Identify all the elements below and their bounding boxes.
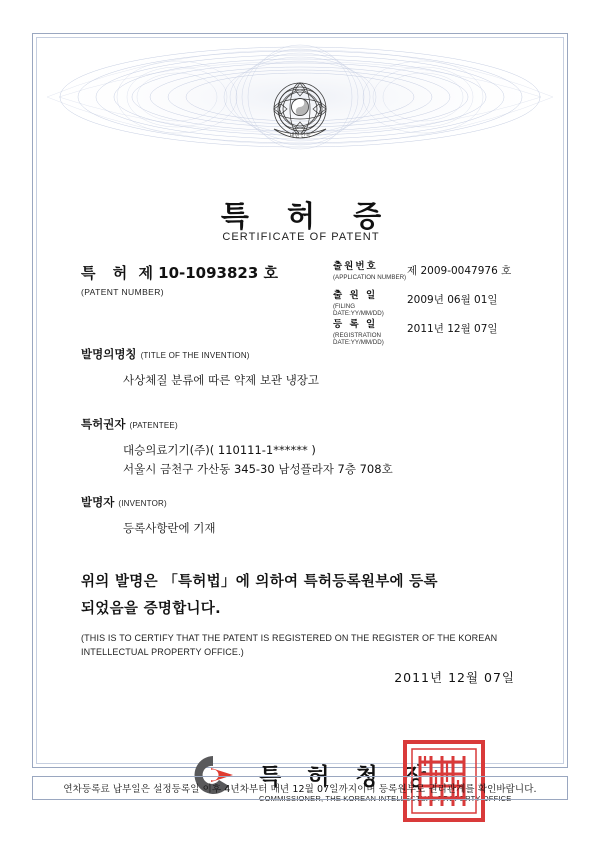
certify-english-line1: (THIS IS TO CERTIFY THAT THE PATENT IS REGISTERED ON THE REGISTER OF THE KOREAN	[81, 632, 498, 643]
invention-title-label-en: (TITLE OF THE INVENTION)	[140, 351, 250, 360]
registration-date-label: 등 록 일	[333, 319, 378, 330]
signature-area	[81, 734, 551, 816]
inventor-label: 발명자	[81, 495, 115, 509]
meta-row	[333, 290, 573, 318]
filing-date-label-en: (FILING DATE:YY/MM/DD)	[333, 302, 384, 318]
registration-date-label-en: (REGISTRATION DATE:YY/MM/DD)	[333, 331, 384, 347]
invention-title-label: 발명의명칭	[81, 347, 137, 361]
application-number-label-en: (APPLICATION NUMBER)	[333, 273, 407, 281]
meta-row	[333, 319, 573, 347]
patentee-name: 대승의료기기(주)( 110111-1****** )	[123, 443, 316, 457]
patent-number-label-en: (PATENT NUMBER)	[81, 287, 164, 297]
invention-title-value: 사상체질 분류에 따른 약제 보관 냉장고	[123, 373, 320, 387]
inventor-value: 등록사항란에 기재	[123, 521, 216, 535]
certify-korean-line1: 위의 발명은 「특허법」에 의하여 특허등록원부에 등록	[81, 574, 438, 590]
svg-text:대한민국: 대한민국	[289, 133, 311, 139]
national-emblem-icon	[258, 79, 342, 151]
certify-korean-line2: 되었음을 증명합니다.	[81, 600, 221, 617]
certification-date: 2011년 12월 07일	[394, 670, 515, 685]
section-invention-title	[81, 346, 551, 390]
footer-note-text: 연차등록료 납부일은 설정등록일 이후 4년차부터 매년 12월 07일까지이며 등록원부로 권리관계를 확인바랍니다.	[63, 784, 537, 795]
document-title-korean: 특 허 증	[220, 199, 396, 233]
footer-note-box	[32, 776, 568, 800]
meta-block	[333, 262, 573, 349]
patent-number-block	[81, 262, 331, 297]
filing-date-value: 2009년 06월 01일	[407, 294, 498, 306]
filing-date-label: 출 원 일	[333, 290, 378, 301]
meta-row	[333, 262, 573, 284]
patent-number-value: 제 10-1093823 호	[138, 264, 279, 282]
patentee-label-en: (PATENTEE)	[129, 421, 178, 430]
application-number-label: 출원번호	[333, 261, 378, 272]
certification-statement	[81, 569, 551, 660]
inventor-label-en: (INVENTOR)	[118, 499, 167, 508]
patentee-label: 특허권자	[81, 417, 126, 431]
patent-number-label-ko: 특 허	[81, 264, 134, 282]
commissioner-title-en: COMMISSIONER, THE KOREAN INTELLECTUAL PROPERTY OFFICE	[259, 794, 512, 803]
commissioner-title-ko: 특 허 청 장	[259, 764, 435, 790]
registration-date-value: 2011년 12월 07일	[407, 323, 498, 335]
certify-english-line2: INTELLECTUAL PROPERTY OFFICE.)	[81, 646, 244, 657]
section-inventor	[81, 494, 551, 538]
patentee-address: 서울시 금천구 가산동 345-30 남성플라자 7층 708호	[123, 461, 393, 476]
document-title-english: CERTIFICATE OF PATENT	[222, 231, 380, 243]
application-number-value: 제 2009-0047976 호	[407, 265, 512, 277]
section-patentee	[81, 416, 551, 479]
